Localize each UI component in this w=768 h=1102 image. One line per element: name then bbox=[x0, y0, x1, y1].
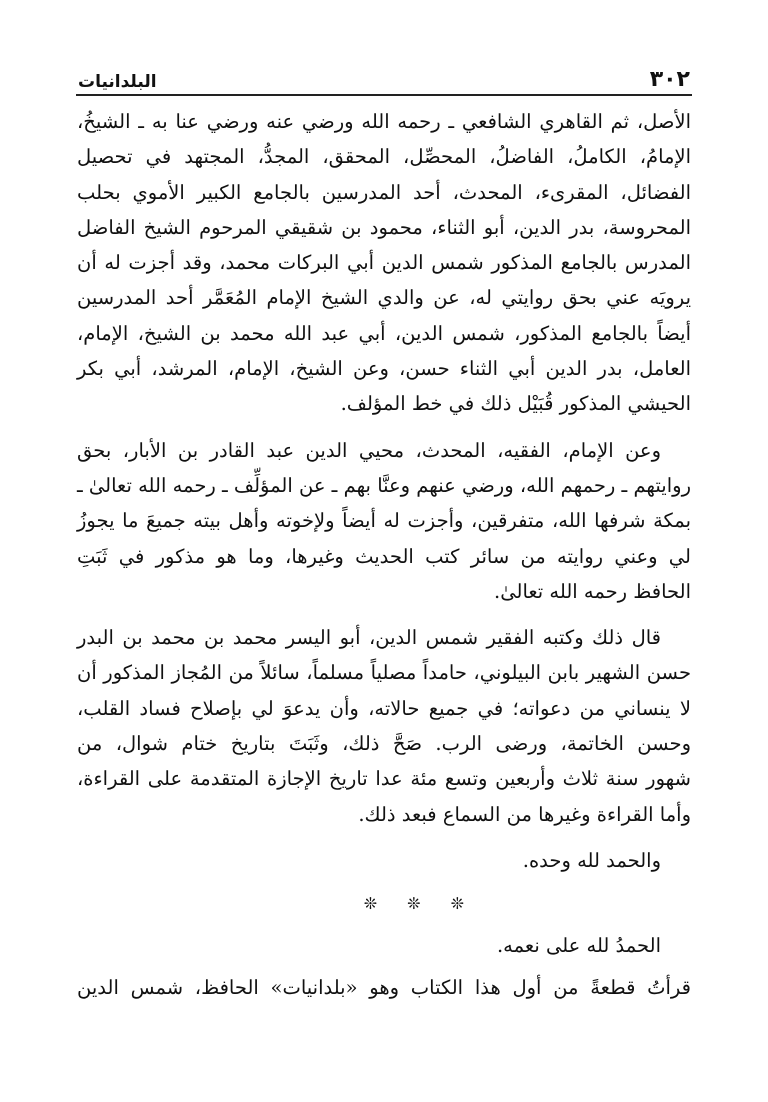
page-header bbox=[78, 58, 690, 92]
header-rule bbox=[76, 94, 692, 96]
text-line: المدرس بالجامع المذكور شمس الدين أبي البركات محمد، وقد أجزت له أن bbox=[77, 251, 691, 275]
text-line: العامل، بدر الدين أبي الثناء حسن، وعن الشيخ، الإمام، المرشد، أبي بكر bbox=[77, 357, 691, 381]
page-number: ٣٠٢ bbox=[649, 67, 690, 92]
text-line: وعن الإمام، الفقيه، المحدث، محيي الدين عبد القادر بن الأبار، بحق bbox=[77, 438, 661, 462]
paragraph-closing bbox=[77, 928, 691, 1005]
text-line: قرأتُ قطعةً من أول هذا الكتاب وهو «بلدانيات» الحافظ، شمس الدين bbox=[77, 975, 691, 999]
asterism-icon: ❊ bbox=[363, 893, 378, 913]
text-line: قال ذلك وكتبه الفقير شمس الدين، أبو اليسر محمد بن محمد بن البدر bbox=[77, 626, 661, 650]
text-line: روايتهم ـ رحمهم الله، ورضي عنهم وعنَّا بهم ـ عن المؤلِّف ـ رحمه الله تعالىٰ ـ bbox=[77, 473, 691, 497]
paragraph-praise bbox=[77, 843, 691, 878]
text-line: الحافظ رحمه الله تعالىٰ. bbox=[494, 579, 691, 603]
text-line: الحيشي المذكور قُبَيْل ذلك في خط المؤلف. bbox=[340, 392, 691, 416]
paragraph-chain-of-narration bbox=[77, 104, 691, 422]
text-line: المحروسة، بدر الدين، أبو الثناء، محمود بن شقيقي المرحوم الشيخ الفاضل bbox=[77, 215, 691, 239]
section-separator bbox=[77, 878, 691, 928]
text-line: وأما القراءة وغيرها من السماع فبعد ذلك. bbox=[358, 802, 691, 826]
text-line: بمكة شرفها الله، متفرقين، وأجزت له أيضاً ولإخوته وأهل بيته جميعَ ما يجوزُ bbox=[77, 509, 691, 533]
paragraph-second-chain bbox=[77, 433, 691, 609]
text-line: حسن الشهير بابن البيلوني، حامداً مصلياً مسلماً، سائلاً من المُجاز المذكور أن bbox=[77, 661, 691, 685]
text-line: الإمامُ، الكاملُ، الفاضلُ، المحصِّل، المحقق، المجدُّ، المجتهد في تحصيل bbox=[77, 145, 691, 169]
text-line: وحسن الخاتمة، ورضى الرب. صَحَّ ذلك، وثَبَتَ بتاريخ ختام شوال، من bbox=[77, 732, 691, 756]
text-line: يرويَه عني بحق روايتي له، عن والدي الشيخ الإمام المُعَمَّر أحد المدرسين bbox=[77, 286, 691, 310]
text-line: الأصل، ثم القاهري الشافعي ـ رحمه الله ورضي عنه ورضي عنا به ـ الشيخُ، bbox=[77, 110, 691, 133]
text-line: الحمدُ لله على نعمه. bbox=[496, 934, 661, 958]
running-title: البلدانيات bbox=[78, 72, 157, 92]
body-text bbox=[77, 104, 691, 1005]
asterism-icon: ❊ bbox=[407, 893, 421, 913]
paragraph-signature bbox=[77, 620, 691, 832]
text-line: لي وعني روايته من سائر كتب الحديث وغيرها، وما هو مذكور في ثَبَتِ bbox=[77, 544, 691, 568]
text-line: شهور سنة ثلاث وأربعين وتسع مئة عدا تاريخ الإجازة المتقدمة على القراءة، bbox=[77, 767, 691, 791]
asterism-icon: ❊ bbox=[450, 893, 465, 913]
text-line: والحمد لله وحده. bbox=[522, 848, 661, 872]
text-line: الفضائل، المقرىء، المحدث، أحد المدرسين بالجامع الكبير الأموي بحلب bbox=[77, 180, 691, 204]
text-line: أيضاً بالجامع المذكور، شمس الدين، أبي عبد الله محمد بن الشيخ، الإمام، bbox=[77, 321, 691, 345]
text-line: لا ينساني من دعواته؛ في جميع حالاته، وأن يدعوَ لي بإصلاح فساد القلب، bbox=[77, 696, 691, 720]
